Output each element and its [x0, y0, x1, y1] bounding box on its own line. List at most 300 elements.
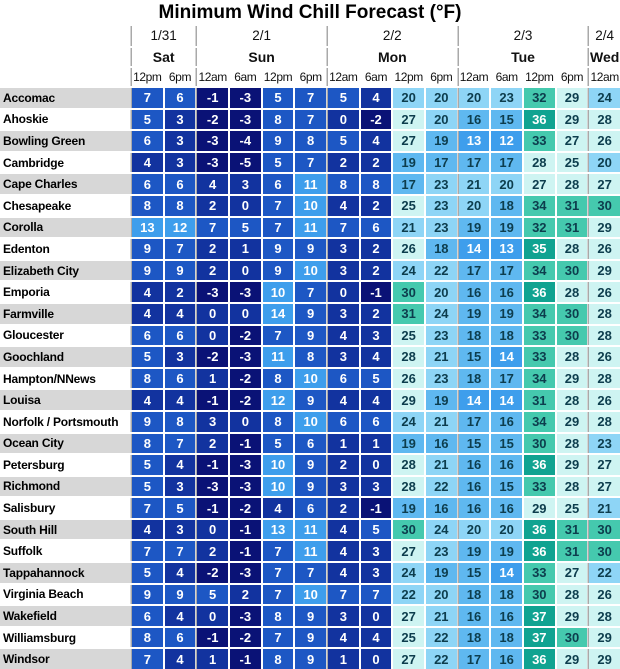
- value-cell: 27: [589, 455, 620, 475]
- value-cell: 7: [295, 153, 326, 173]
- value-cell: 5: [263, 88, 294, 108]
- value-cell: 7: [263, 628, 294, 648]
- value-cell: 19: [426, 131, 457, 151]
- value-cell: 28: [589, 304, 620, 324]
- value-cell: 29: [589, 218, 620, 238]
- value-cell: 31: [557, 218, 588, 238]
- value-cell: 4: [328, 520, 359, 540]
- value-cell: 6: [165, 326, 196, 346]
- value-cell: 5: [197, 585, 228, 605]
- value-cell: 9: [295, 390, 326, 410]
- value-cell: 3: [328, 261, 359, 281]
- header-corner-spacer: [0, 26, 130, 46]
- value-cell: 29: [589, 261, 620, 281]
- value-cell: 20: [459, 88, 490, 108]
- value-cell: 25: [393, 326, 424, 346]
- value-cell: 15: [491, 110, 522, 130]
- value-cell: 25: [393, 196, 424, 216]
- value-cell: 20: [426, 585, 457, 605]
- value-cell: 5: [132, 110, 163, 130]
- value-cell: 8: [295, 347, 326, 367]
- value-cell: 1: [230, 239, 261, 259]
- value-cell: -2: [197, 563, 228, 583]
- value-cell: 4: [165, 455, 196, 475]
- value-cell: 2: [361, 196, 392, 216]
- value-cell: 7: [295, 88, 326, 108]
- value-cell: -2: [361, 110, 392, 130]
- value-cell: 9: [263, 261, 294, 281]
- value-cell: 0: [328, 110, 359, 130]
- value-cell: -3: [230, 347, 261, 367]
- value-cell: 5: [361, 520, 392, 540]
- value-cell: 17: [459, 153, 490, 173]
- value-cell: 32: [524, 88, 555, 108]
- day-label: Sun: [197, 48, 326, 66]
- value-cell: 26: [589, 282, 620, 302]
- value-cell: 22: [393, 585, 424, 605]
- value-cell: 11: [295, 520, 326, 540]
- value-cell: 9: [295, 649, 326, 669]
- value-cell: 6: [295, 434, 326, 454]
- value-cell: 9: [132, 585, 163, 605]
- value-cell: 17: [426, 153, 457, 173]
- value-cell: 28: [557, 585, 588, 605]
- value-cell: 0: [230, 304, 261, 324]
- value-cell: 2: [328, 153, 359, 173]
- value-cell: 17: [459, 412, 490, 432]
- value-cell: 2: [165, 282, 196, 302]
- value-cell: 16: [459, 477, 490, 497]
- location-label: Accomac: [0, 88, 130, 108]
- value-cell: 7: [132, 498, 163, 518]
- value-cell: -2: [197, 347, 228, 367]
- value-cell: 22: [426, 628, 457, 648]
- value-cell: 28: [524, 153, 555, 173]
- value-cell: 32: [524, 218, 555, 238]
- value-cell: 6: [361, 412, 392, 432]
- value-cell: 17: [393, 174, 424, 194]
- value-cell: 5: [263, 434, 294, 454]
- value-cell: 30: [557, 628, 588, 648]
- value-cell: 9: [295, 239, 326, 259]
- location-label: Salisbury: [0, 498, 130, 518]
- value-cell: 25: [557, 498, 588, 518]
- value-cell: 19: [393, 434, 424, 454]
- value-cell: 28: [557, 239, 588, 259]
- value-cell: 3: [361, 477, 392, 497]
- value-cell: 16: [491, 412, 522, 432]
- value-cell: 4: [132, 153, 163, 173]
- value-cell: 4: [361, 88, 392, 108]
- value-cell: 19: [459, 218, 490, 238]
- value-cell: 1: [328, 434, 359, 454]
- value-cell: 8: [263, 110, 294, 130]
- value-cell: 18: [459, 326, 490, 346]
- location-label: Elizabeth City: [0, 261, 130, 281]
- value-cell: 27: [393, 110, 424, 130]
- value-cell: 9: [165, 585, 196, 605]
- value-cell: 30: [589, 541, 620, 561]
- value-cell: 30: [393, 282, 424, 302]
- value-cell: 4: [328, 196, 359, 216]
- value-cell: 7: [328, 218, 359, 238]
- value-cell: 19: [459, 304, 490, 324]
- value-cell: -2: [230, 390, 261, 410]
- value-cell: 4: [132, 304, 163, 324]
- date-label: 2/4: [589, 26, 620, 46]
- value-cell: 23: [589, 434, 620, 454]
- value-cell: -3: [230, 110, 261, 130]
- value-cell: 22: [426, 477, 457, 497]
- value-cell: 26: [589, 347, 620, 367]
- value-cell: 16: [491, 649, 522, 669]
- value-cell: 4: [361, 347, 392, 367]
- time-label: 6am: [491, 68, 522, 86]
- value-cell: 1: [197, 649, 228, 669]
- value-cell: 9: [295, 304, 326, 324]
- value-cell: -2: [230, 498, 261, 518]
- value-cell: 26: [589, 585, 620, 605]
- value-cell: 9: [132, 412, 163, 432]
- value-cell: 0: [230, 196, 261, 216]
- value-cell: 1: [328, 649, 359, 669]
- value-cell: 22: [426, 649, 457, 669]
- value-cell: 3: [165, 110, 196, 130]
- value-cell: 21: [426, 606, 457, 626]
- value-cell: 31: [557, 196, 588, 216]
- value-cell: 16: [426, 498, 457, 518]
- time-label: 12pm: [263, 70, 293, 84]
- value-cell: 3: [328, 477, 359, 497]
- value-cell: 34: [524, 261, 555, 281]
- time-label: 6am: [230, 68, 261, 86]
- value-cell: 16: [459, 498, 490, 518]
- value-cell: 15: [459, 347, 490, 367]
- value-cell: 10: [263, 455, 294, 475]
- value-cell: 27: [589, 174, 620, 194]
- value-cell: 27: [393, 131, 424, 151]
- value-cell: 18: [491, 326, 522, 346]
- value-cell: 28: [557, 477, 588, 497]
- value-cell: 17: [491, 369, 522, 389]
- value-cell: 5: [132, 563, 163, 583]
- value-cell: 30: [524, 434, 555, 454]
- value-cell: 2: [328, 455, 359, 475]
- value-cell: -2: [197, 110, 228, 130]
- value-cell: 4: [132, 282, 163, 302]
- time-label: 12pm: [525, 70, 554, 84]
- value-cell: 8: [132, 434, 163, 454]
- value-cell: 8: [263, 649, 294, 669]
- value-cell: -3: [230, 477, 261, 497]
- location-label: Windsor: [0, 649, 130, 669]
- value-cell: 0: [328, 282, 359, 302]
- location-label: Farmville: [0, 304, 130, 324]
- value-cell: 2: [230, 585, 261, 605]
- value-cell: 4: [165, 563, 196, 583]
- value-cell: 18: [459, 628, 490, 648]
- value-cell: 18: [426, 239, 457, 259]
- value-cell: 24: [589, 88, 620, 108]
- value-cell: 20: [459, 196, 490, 216]
- value-cell: 35: [524, 239, 555, 259]
- value-cell: 29: [393, 390, 424, 410]
- value-cell: 13: [459, 131, 490, 151]
- value-cell: 28: [557, 390, 588, 410]
- value-cell: -4: [230, 131, 261, 151]
- value-cell: 4: [361, 390, 392, 410]
- value-cell: 4: [361, 628, 392, 648]
- value-cell: 31: [524, 390, 555, 410]
- value-cell: 8: [295, 131, 326, 151]
- location-label: Petersburg: [0, 455, 130, 475]
- value-cell: 10: [263, 477, 294, 497]
- value-cell: 23: [426, 218, 457, 238]
- value-cell: 26: [589, 131, 620, 151]
- value-cell: 28: [393, 347, 424, 367]
- value-cell: 5: [328, 131, 359, 151]
- value-cell: 9: [263, 239, 294, 259]
- value-cell: 7: [165, 239, 196, 259]
- value-cell: 28: [589, 326, 620, 346]
- value-cell: 7: [197, 218, 228, 238]
- value-cell: 6: [165, 88, 196, 108]
- value-cell: 31: [557, 520, 588, 540]
- value-cell: 4: [263, 498, 294, 518]
- value-cell: 9: [295, 455, 326, 475]
- value-cell: 2: [361, 153, 392, 173]
- value-cell: 9: [295, 477, 326, 497]
- value-cell: 14: [491, 390, 522, 410]
- value-cell: 13: [491, 239, 522, 259]
- location-label: Virginia Beach: [0, 585, 130, 605]
- time-label: 6pm: [165, 68, 196, 86]
- time-label: 6pm: [426, 68, 457, 86]
- value-cell: 16: [491, 455, 522, 475]
- value-cell: 18: [491, 196, 522, 216]
- value-cell: 17: [459, 649, 490, 669]
- value-cell: 2: [361, 261, 392, 281]
- value-cell: -3: [197, 477, 228, 497]
- date-label: 1/31: [132, 26, 195, 46]
- value-cell: 20: [589, 153, 620, 173]
- location-label: Norfolk / Portsmouth: [0, 412, 130, 432]
- forecast-grid: [0, 26, 620, 669]
- value-cell: 36: [524, 282, 555, 302]
- value-cell: 4: [165, 649, 196, 669]
- value-cell: -1: [197, 498, 228, 518]
- value-cell: 8: [263, 412, 294, 432]
- value-cell: 29: [557, 88, 588, 108]
- value-cell: 18: [459, 369, 490, 389]
- value-cell: 33: [524, 347, 555, 367]
- value-cell: 10: [295, 412, 326, 432]
- value-cell: 8: [165, 196, 196, 216]
- value-cell: 23: [426, 369, 457, 389]
- value-cell: 28: [393, 455, 424, 475]
- value-cell: 19: [491, 541, 522, 561]
- time-label: 12pm: [133, 70, 162, 84]
- value-cell: 6: [132, 606, 163, 626]
- value-cell: 23: [426, 196, 457, 216]
- value-cell: 5: [263, 153, 294, 173]
- value-cell: 15: [459, 434, 490, 454]
- value-cell: 24: [426, 304, 457, 324]
- value-cell: 8: [263, 369, 294, 389]
- location-label: Chesapeake: [0, 196, 130, 216]
- value-cell: 4: [132, 520, 163, 540]
- value-cell: 27: [589, 477, 620, 497]
- time-label: 6am: [361, 68, 392, 86]
- value-cell: 10: [295, 196, 326, 216]
- value-cell: 18: [459, 585, 490, 605]
- value-cell: -2: [230, 628, 261, 648]
- value-cell: 2: [361, 239, 392, 259]
- value-cell: 6: [328, 412, 359, 432]
- value-cell: 3: [328, 606, 359, 626]
- value-cell: 30: [557, 326, 588, 346]
- value-cell: 3: [165, 520, 196, 540]
- time-label: 12am: [590, 70, 619, 84]
- value-cell: 3: [197, 412, 228, 432]
- value-cell: 12: [165, 218, 196, 238]
- value-cell: 2: [197, 261, 228, 281]
- value-cell: 12: [491, 131, 522, 151]
- time-label: 6pm: [295, 68, 326, 86]
- value-cell: 21: [393, 218, 424, 238]
- location-label: Edenton: [0, 239, 130, 259]
- value-cell: 29: [557, 369, 588, 389]
- value-cell: 16: [491, 606, 522, 626]
- value-cell: 8: [361, 174, 392, 194]
- value-cell: -3: [230, 282, 261, 302]
- value-cell: 34: [524, 369, 555, 389]
- value-cell: 23: [491, 88, 522, 108]
- value-cell: 19: [393, 153, 424, 173]
- value-cell: 29: [557, 110, 588, 130]
- value-cell: 18: [491, 585, 522, 605]
- value-cell: 34: [524, 196, 555, 216]
- value-cell: 6: [165, 628, 196, 648]
- value-cell: 20: [491, 520, 522, 540]
- value-cell: 6: [295, 498, 326, 518]
- value-cell: -2: [230, 326, 261, 346]
- day-label: Wed: [590, 49, 620, 65]
- value-cell: 0: [361, 455, 392, 475]
- value-cell: 4: [165, 390, 196, 410]
- location-label: Cambridge: [0, 153, 130, 173]
- value-cell: 29: [524, 498, 555, 518]
- value-cell: 36: [524, 649, 555, 669]
- value-cell: 9: [132, 261, 163, 281]
- value-cell: 28: [589, 412, 620, 432]
- value-cell: 36: [524, 520, 555, 540]
- value-cell: 15: [459, 563, 490, 583]
- location-label: Emporia: [0, 282, 130, 302]
- value-cell: 10: [295, 585, 326, 605]
- value-cell: 7: [361, 585, 392, 605]
- value-cell: 28: [557, 174, 588, 194]
- value-cell: 20: [393, 88, 424, 108]
- value-cell: 27: [557, 563, 588, 583]
- value-cell: 2: [197, 541, 228, 561]
- value-cell: 19: [459, 541, 490, 561]
- value-cell: 26: [589, 390, 620, 410]
- value-cell: 20: [426, 110, 457, 130]
- value-cell: 25: [393, 628, 424, 648]
- value-cell: 5: [328, 88, 359, 108]
- value-cell: 34: [524, 304, 555, 324]
- value-cell: 16: [459, 282, 490, 302]
- value-cell: -1: [230, 434, 261, 454]
- value-cell: 29: [589, 628, 620, 648]
- value-cell: 37: [524, 628, 555, 648]
- value-cell: 6: [165, 369, 196, 389]
- value-cell: 0: [361, 606, 392, 626]
- location-label: Ahoskie: [0, 110, 130, 130]
- value-cell: 7: [132, 541, 163, 561]
- value-cell: 3: [328, 304, 359, 324]
- value-cell: 13: [132, 218, 163, 238]
- value-cell: 6: [165, 174, 196, 194]
- date-label: 2/3: [459, 26, 588, 46]
- value-cell: 24: [393, 412, 424, 432]
- value-cell: 0: [230, 412, 261, 432]
- value-cell: -3: [230, 563, 261, 583]
- value-cell: 29: [557, 412, 588, 432]
- value-cell: 5: [361, 369, 392, 389]
- value-cell: 3: [361, 541, 392, 561]
- value-cell: 19: [393, 498, 424, 518]
- value-cell: 2: [197, 239, 228, 259]
- value-cell: -1: [197, 390, 228, 410]
- value-cell: 29: [557, 455, 588, 475]
- value-cell: 4: [328, 563, 359, 583]
- date-label: 2/1: [197, 26, 326, 46]
- value-cell: 4: [132, 390, 163, 410]
- time-label: 12pm: [394, 70, 423, 84]
- time-label: 12am: [329, 70, 358, 84]
- value-cell: 30: [524, 585, 555, 605]
- value-cell: 8: [263, 606, 294, 626]
- value-cell: 5: [132, 347, 163, 367]
- value-cell: -3: [197, 131, 228, 151]
- value-cell: 25: [557, 153, 588, 173]
- value-cell: 7: [263, 541, 294, 561]
- value-cell: 6: [132, 326, 163, 346]
- value-cell: 28: [557, 434, 588, 454]
- day-label: Tue: [459, 48, 588, 66]
- value-cell: 14: [459, 390, 490, 410]
- location-label: Louisa: [0, 390, 130, 410]
- value-cell: 1: [197, 369, 228, 389]
- value-cell: 28: [589, 369, 620, 389]
- value-cell: 17: [459, 261, 490, 281]
- value-cell: 14: [491, 347, 522, 367]
- value-cell: 9: [263, 131, 294, 151]
- value-cell: 33: [524, 563, 555, 583]
- value-cell: -3: [197, 282, 228, 302]
- value-cell: 4: [328, 326, 359, 346]
- location-label: South Hill: [0, 520, 130, 540]
- value-cell: 7: [295, 282, 326, 302]
- value-cell: 3: [361, 563, 392, 583]
- value-cell: 6: [132, 131, 163, 151]
- value-cell: -1: [361, 282, 392, 302]
- value-cell: 26: [393, 369, 424, 389]
- value-cell: 0: [197, 304, 228, 324]
- value-cell: -1: [361, 498, 392, 518]
